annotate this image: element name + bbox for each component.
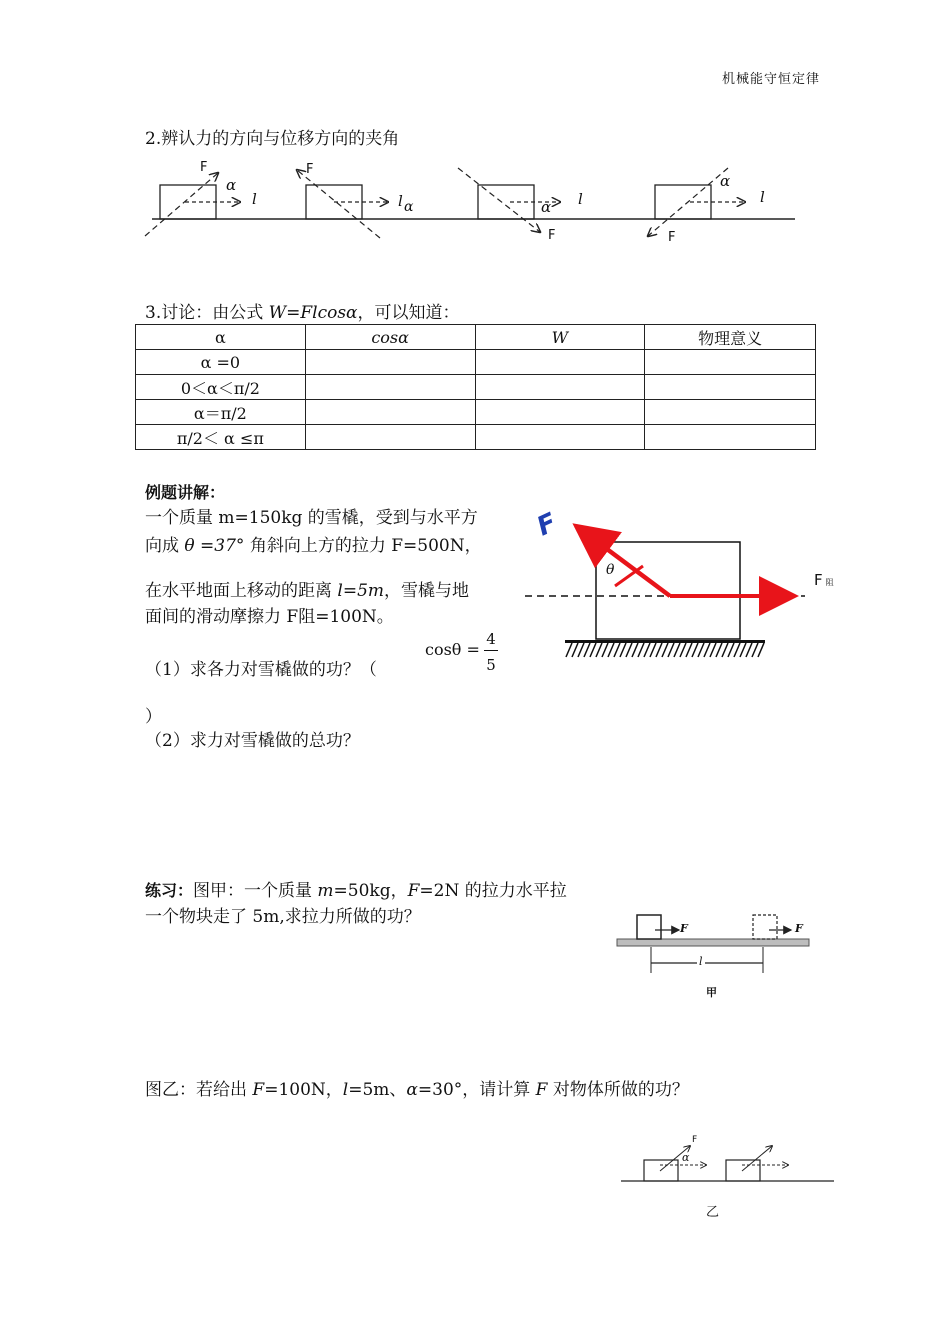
practice-line3-F: F bbox=[252, 1080, 265, 1100]
friction-F: F bbox=[814, 571, 823, 589]
table-row bbox=[136, 425, 816, 450]
practice-line1-b: =50kg， bbox=[333, 881, 408, 901]
practice-line1 bbox=[145, 878, 567, 904]
practice-F: F bbox=[407, 881, 420, 901]
practice-line1-a: 图甲：一个质量 bbox=[193, 881, 318, 901]
discussion-table bbox=[135, 324, 816, 450]
practice-line3-d: =30°，请计算 bbox=[417, 1080, 536, 1100]
fig-a-l-label: l bbox=[699, 955, 703, 968]
figure-a bbox=[615, 905, 815, 995]
table-cell bbox=[475, 375, 645, 400]
figure-b bbox=[618, 1130, 838, 1190]
practice-line3-e: 对物体所做的功？ bbox=[547, 1080, 689, 1100]
section3-suffix: ，可以知道： bbox=[357, 303, 460, 323]
force-line-3 bbox=[458, 168, 540, 232]
table-cell bbox=[305, 375, 475, 400]
block-end bbox=[753, 915, 777, 939]
friction-label bbox=[814, 571, 834, 589]
table-cell: α＝π/2 bbox=[136, 400, 306, 425]
example-line3-a: 在水平地面上移动的距离 bbox=[145, 581, 338, 601]
sled-figure bbox=[520, 507, 850, 660]
fig-a-F-label-1: F bbox=[680, 922, 688, 935]
theta-label: θ bbox=[606, 562, 615, 578]
example-line1: 一个质量 m=150kg 的雪橇，受到与水平方 bbox=[145, 508, 478, 528]
example-line3 bbox=[145, 578, 469, 604]
fig4-alpha-label: α bbox=[720, 172, 731, 190]
block-start bbox=[637, 915, 661, 939]
ground-hatching bbox=[566, 643, 764, 657]
fig1-l-label: l bbox=[252, 190, 257, 208]
table-header: cosα bbox=[305, 325, 475, 350]
friction-sub: 阻 bbox=[825, 578, 834, 587]
fig2-alpha-label: α bbox=[404, 199, 414, 215]
pull-force-label: F bbox=[532, 507, 562, 543]
table-cell: α =0 bbox=[136, 350, 306, 375]
practice-line3-l: l bbox=[342, 1080, 349, 1100]
table-cell bbox=[645, 425, 816, 450]
practice-line3-c: =5m、 bbox=[348, 1080, 407, 1100]
table-cell: 0＜α＜π/2 bbox=[136, 375, 306, 400]
table-row bbox=[136, 375, 816, 400]
force-line-4 bbox=[648, 168, 731, 236]
header-title: 机械能守恒定律 bbox=[722, 72, 821, 87]
angle-diagrams bbox=[0, 0, 950, 260]
fig4-l-label: l bbox=[760, 188, 765, 206]
fig-b-caption: 乙 bbox=[706, 1205, 720, 1220]
table-header: W bbox=[475, 325, 645, 350]
ground-hatch-base bbox=[565, 640, 765, 643]
ground-strip bbox=[617, 939, 809, 946]
fig-b-alpha-label: α bbox=[682, 1151, 690, 1164]
example-line2 bbox=[145, 533, 482, 559]
table-header-row bbox=[136, 325, 816, 350]
cos-fraction-denominator: 5 bbox=[486, 656, 496, 674]
table-cell bbox=[305, 350, 475, 375]
section3-formula: W=Flcosα bbox=[268, 303, 358, 323]
cos-fraction-numerator: 4 bbox=[486, 630, 496, 648]
table-cell bbox=[305, 400, 475, 425]
example-line4: 面间的滑动摩擦力 F阻=100N。 bbox=[145, 607, 394, 627]
theta-equation: θ =37° bbox=[184, 536, 245, 556]
table-row bbox=[136, 400, 816, 425]
practice-line3-F2: F bbox=[535, 1080, 548, 1100]
practice-line1-c: =2N 的拉力水平拉 bbox=[419, 881, 567, 901]
table-row bbox=[136, 350, 816, 375]
fig3-F-label: F bbox=[548, 228, 556, 243]
table-cell: π/2＜ α ≤π bbox=[136, 425, 306, 450]
practice-line3 bbox=[145, 1077, 689, 1103]
practice-line3-a: 图乙：若给出 bbox=[145, 1080, 253, 1100]
question-1-close: ） bbox=[145, 707, 162, 727]
table-cell bbox=[305, 425, 475, 450]
fig2-F-label: F bbox=[306, 162, 314, 177]
practice-m: m bbox=[317, 881, 334, 901]
section3-prefix: 3.讨论：由公式 bbox=[145, 303, 269, 323]
question-2: （2）求力对雪橇做的总功？ bbox=[145, 731, 360, 751]
example-line3-b: ，雪橇与地 bbox=[384, 581, 470, 601]
cos-theta-label: cosθ = bbox=[425, 640, 480, 659]
fig2-l-label: l bbox=[398, 192, 403, 210]
table-cell bbox=[475, 350, 645, 375]
angle-mark bbox=[615, 566, 643, 586]
pull-force-arrow bbox=[576, 526, 670, 596]
example-line3-l: l=5m bbox=[337, 581, 385, 601]
practice-line3-b: =100N， bbox=[264, 1080, 343, 1100]
force-line-2 bbox=[297, 170, 380, 238]
fig-a-F-label-2: F bbox=[795, 922, 803, 935]
section2-title: 2.辨认力的方向与位移方向的夹角 bbox=[145, 129, 400, 149]
fig3-alpha-label: α bbox=[541, 198, 552, 216]
fig1-F-label: F bbox=[200, 160, 208, 175]
example-line2-b: 角斜向上方的拉力 F=500N， bbox=[249, 536, 482, 556]
example-title: 例题讲解： bbox=[145, 483, 226, 502]
fig-b-F-label: F bbox=[692, 1135, 698, 1145]
practice-line3-alpha: α bbox=[406, 1080, 418, 1100]
table-cell bbox=[645, 350, 816, 375]
force-arrow-b2 bbox=[742, 1146, 772, 1171]
force-line-1 bbox=[145, 173, 218, 236]
fig1-alpha-label: α bbox=[226, 176, 237, 194]
example-line2-a: 向成 bbox=[145, 536, 179, 556]
fig3-l-label: l bbox=[578, 190, 583, 208]
fraction-bar bbox=[484, 650, 498, 651]
section3-title bbox=[145, 300, 460, 326]
table-cell bbox=[645, 400, 816, 425]
table-header: 物理意义 bbox=[645, 325, 816, 350]
table-cell bbox=[475, 425, 645, 450]
question-1: （1）求各力对雪橇做的功？（ bbox=[145, 660, 377, 680]
fig-a-caption: 甲 bbox=[706, 986, 717, 999]
table-cell bbox=[475, 400, 645, 425]
practice-title: 练习： bbox=[145, 881, 194, 900]
fig4-F-label: F bbox=[668, 230, 676, 245]
practice-line2: 一个物块走了 5m,求拉力所做的功？ bbox=[145, 907, 421, 927]
table-header: α bbox=[136, 325, 306, 350]
table-cell bbox=[645, 375, 816, 400]
